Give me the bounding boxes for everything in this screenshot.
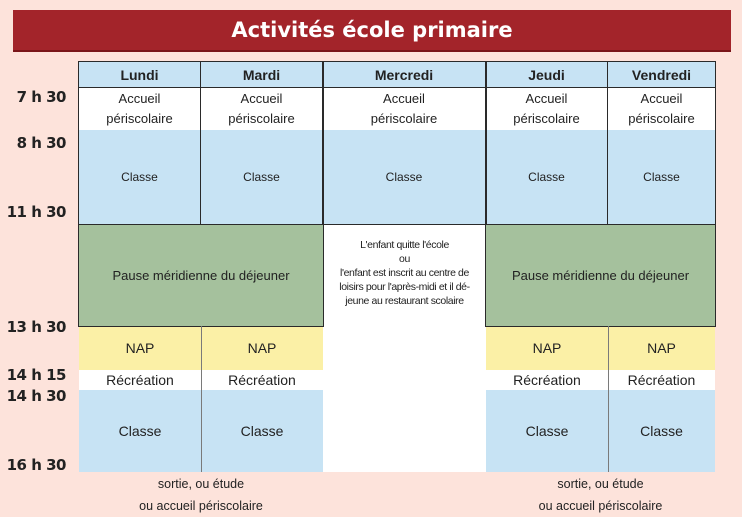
footer-line1: sortie, ou étude [557,477,644,491]
nap-jeudi: NAP [486,326,608,370]
recreation-mardi: Récréation [201,370,323,390]
accueil-line1: Accueil [240,90,283,106]
footer-note-left [79,473,323,517]
classe-matin-mardi: Classe [201,130,323,224]
pause-meridienne-jeudi-vendredi: Pause méridienne du déjeuner [486,224,715,326]
accueil-line2: périscolaire [228,110,295,126]
accueil-mardi [201,87,323,130]
note-line: jeune au restaurant scolaire [345,295,464,307]
classe-matin-mercredi: Classe [323,130,486,224]
recreation-jeudi: Récréation [486,370,608,390]
footer-note-right [486,473,715,517]
accueil-line1: Accueil [640,90,683,106]
accueil-line1: Accueil [118,90,161,106]
accueil-jeudi [486,87,608,130]
classe-apresmidi-lundi: Classe [79,390,201,472]
note-line: l'enfant est inscrit au centre de [340,267,469,279]
time-label-0830: 8 h 30 [16,134,66,152]
mercredi-afternoon-note [323,224,486,472]
time-label-1430: 14 h 30 [6,387,66,405]
classe-apresmidi-mardi: Classe [201,390,323,472]
footer-line2: ou accueil périscolaire [538,499,663,513]
footer-line1: sortie, ou étude [157,477,245,491]
classe-apresmidi-jeudi: Classe [486,390,608,472]
time-label-1130: 11 h 30 [6,203,66,221]
accueil-line2: périscolaire [628,110,695,126]
accueil-line2: périscolaire [106,110,173,126]
classe-apresmidi-vendredi: Classe [608,390,715,472]
accueil-vendredi [608,87,715,130]
accueil-mercredi [323,87,486,130]
recreation-lundi: Récréation [79,370,201,390]
accueil-line1: Accueil [383,90,425,106]
day-header-mercredi: Mercredi [323,62,486,87]
nap-vendredi: NAP [608,326,715,370]
time-label-1415: 14 h 15 [6,366,66,384]
recreation-vendredi: Récréation [608,370,715,390]
day-header-mardi: Mardi [201,62,323,87]
classe-matin-jeudi: Classe [486,130,608,224]
day-header-lundi: Lundi [79,62,201,87]
accueil-line1: Accueil [525,90,568,106]
note-line: ou [399,253,410,265]
classe-matin-vendredi: Classe [608,130,715,224]
note-line: L'enfant quitte l'école [360,239,449,251]
classe-matin-lundi: Classe [79,130,201,224]
time-label-1630: 16 h 30 [6,456,66,474]
day-header-jeudi: Jeudi [486,62,608,87]
time-label-0730: 7 h 30 [16,88,66,106]
footer-line2: ou accueil périscolaire [139,499,263,513]
day-header-vendredi: Vendredi [608,62,715,87]
pause-meridienne-lundi-mardi: Pause méridienne du déjeuner [79,224,323,326]
time-label-1330: 13 h 30 [6,318,66,336]
page-title: Activités école primaire [231,18,513,42]
note-line: loisirs pour l'après-midi et il dé- [339,281,470,293]
header-divider [78,87,716,88]
accueil-lundi [79,87,201,130]
title-banner [13,10,731,50]
nap-mardi: NAP [201,326,323,370]
afternoon-divider-left [201,326,202,472]
accueil-line2: périscolaire [513,110,580,126]
accueil-line2: périscolaire [370,110,438,126]
nap-lundi: NAP [79,326,201,370]
afternoon-divider-right [608,326,609,472]
